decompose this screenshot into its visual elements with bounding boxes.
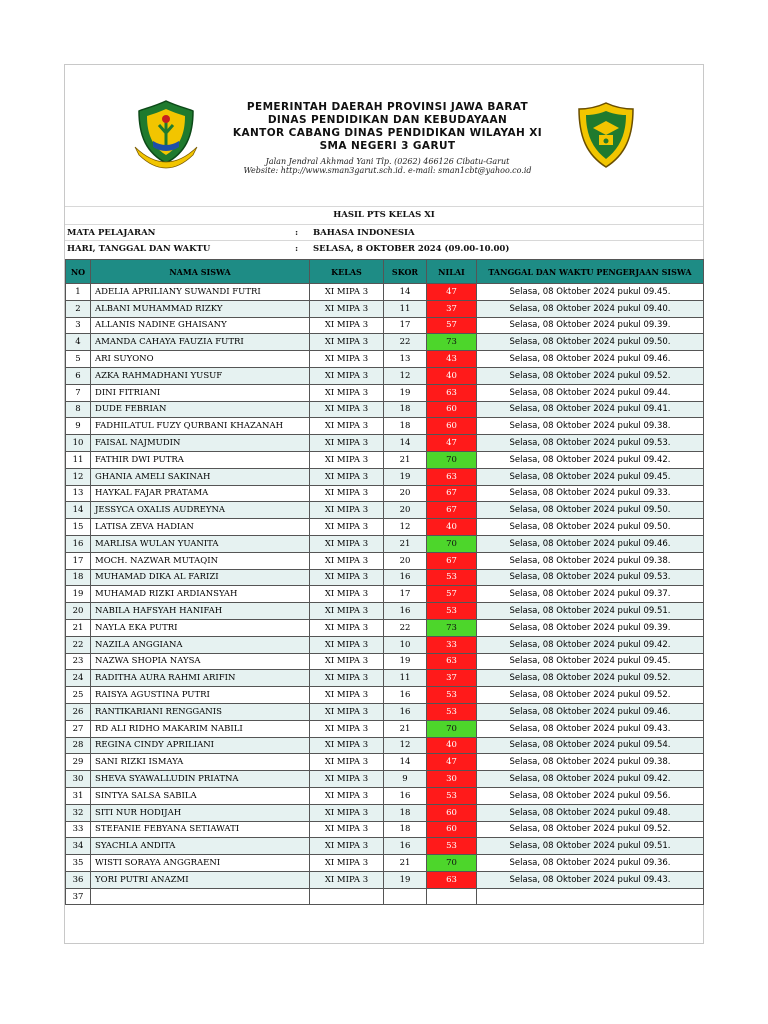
col-header-timestamp: TANGGAL DAN WAKTU PENGERJAAN SISWA	[477, 260, 704, 284]
cell-student-name: YORI PUTRI ANAZMI	[91, 871, 310, 888]
cell-student-name: HAYKAL FAJAR PRATAMA	[91, 485, 310, 502]
cell-no: 11	[66, 451, 91, 468]
table-row	[66, 871, 704, 888]
cell-no: 3	[66, 317, 91, 334]
cell-class: XI MIPA 3	[310, 670, 384, 687]
letterhead-line-department: DINAS PENDIDIKAN DAN KEBUDAYAAN	[267, 114, 508, 126]
table-row	[66, 821, 704, 838]
cell-class: XI MIPA 3	[310, 502, 384, 519]
cell-score: 18	[384, 401, 427, 418]
cell-grade: 70	[427, 720, 477, 737]
cell-grade: 40	[427, 737, 477, 754]
table-row	[66, 653, 704, 670]
cell-timestamp: Selasa, 08 Oktober 2024 pukul 09.33.	[477, 485, 704, 502]
cell-no: 2	[66, 300, 91, 317]
cell-student-name: SANI RIZKI ISMAYA	[91, 754, 310, 771]
cell-grade: 67	[427, 485, 477, 502]
cell-timestamp: Selasa, 08 Oktober 2024 pukul 09.45.	[477, 284, 704, 301]
cell-timestamp: Selasa, 08 Oktober 2024 pukul 09.42.	[477, 451, 704, 468]
cell-timestamp: Selasa, 08 Oktober 2024 pukul 09.44.	[477, 384, 704, 401]
cell-class: XI MIPA 3	[310, 418, 384, 435]
cell-class: XI MIPA 3	[310, 367, 384, 384]
cell-class: XI MIPA 3	[310, 720, 384, 737]
cell-score: 16	[384, 603, 427, 620]
cell-student-name: AMANDA CAHAYA FAUZIA FUTRI	[91, 334, 310, 351]
cell-class: XI MIPA 3	[310, 300, 384, 317]
cell-grade: 47	[427, 435, 477, 452]
cell-student-name: JESSYCA OXALIS AUDREYNA	[91, 502, 310, 519]
cell-class: XI MIPA 3	[310, 401, 384, 418]
cell-timestamp: Selasa, 08 Oktober 2024 pukul 09.48.	[477, 804, 704, 821]
results-table	[65, 259, 704, 905]
cell-timestamp: Selasa, 08 Oktober 2024 pukul 09.37.	[477, 586, 704, 603]
cell-grade: 60	[427, 821, 477, 838]
table-body	[66, 284, 704, 905]
cell-score: 19	[384, 468, 427, 485]
cell-class: XI MIPA 3	[310, 703, 384, 720]
cell-no: 13	[66, 485, 91, 502]
date-colon: :	[295, 244, 299, 254]
table-row	[66, 401, 704, 418]
letterhead-address: Jalan Jendral Akhmad Yani Tlp. (0262) 466126 Cibatu-Garut	[265, 157, 510, 166]
cell-no: 7	[66, 384, 91, 401]
cell-student-name: SHEVA SYAWALLUDIN PRIATNA	[91, 771, 310, 788]
cell-grade: 43	[427, 351, 477, 368]
table-row	[66, 603, 704, 620]
cell-student-name: RANTIKARIANI RENGGANIS	[91, 703, 310, 720]
cell-grade: 53	[427, 787, 477, 804]
cell-grade: 57	[427, 317, 477, 334]
table-row	[66, 888, 704, 905]
cell-no: 24	[66, 670, 91, 687]
cell-timestamp: Selasa, 08 Oktober 2024 pukul 09.53.	[477, 569, 704, 586]
cell-score: 12	[384, 519, 427, 536]
cell-score: 18	[384, 804, 427, 821]
letterhead-line-province: PEMERINTAH DAERAH PROVINSI JAWA BARAT	[246, 101, 529, 113]
cell-student-name: NAYLA EKA PUTRI	[91, 619, 310, 636]
table-row	[66, 787, 704, 804]
cell-score: 13	[384, 351, 427, 368]
cell-class: XI MIPA 3	[310, 317, 384, 334]
cell-score: 14	[384, 284, 427, 301]
cell-student-name: LATISA ZEVA HADIAN	[91, 519, 310, 536]
cell-timestamp: Selasa, 08 Oktober 2024 pukul 09.52.	[477, 367, 704, 384]
cell-no: 10	[66, 435, 91, 452]
cell-score: 21	[384, 451, 427, 468]
cell-class: XI MIPA 3	[310, 838, 384, 855]
cell-student-name: GHANIA AMELI SAKINAH	[91, 468, 310, 485]
cell-no: 12	[66, 468, 91, 485]
report-title: HASIL PTS KELAS XI	[333, 210, 435, 220]
cell-class: XI MIPA 3	[310, 603, 384, 620]
table-row	[66, 284, 704, 301]
cell-student-name: ARI SUYONO	[91, 351, 310, 368]
cell-no: 34	[66, 838, 91, 855]
col-header-name: NAMA SISWA	[91, 260, 310, 284]
col-header-class: KELAS	[310, 260, 384, 284]
cell-no: 31	[66, 787, 91, 804]
school-emblem-icon	[575, 101, 637, 169]
table-row	[66, 384, 704, 401]
west-java-emblem-icon	[131, 97, 201, 171]
cell-student-name: DUDE FEBRIAN	[91, 401, 310, 418]
cell-grade: 57	[427, 586, 477, 603]
cell-class: XI MIPA 3	[310, 552, 384, 569]
cell-grade: 40	[427, 519, 477, 536]
cell-grade: 67	[427, 502, 477, 519]
cell-score: 14	[384, 435, 427, 452]
cell-no: 29	[66, 754, 91, 771]
cell-class: XI MIPA 3	[310, 737, 384, 754]
cell-class: XI MIPA 3	[310, 284, 384, 301]
table-row	[66, 468, 704, 485]
cell-class: XI MIPA 3	[310, 451, 384, 468]
cell-class: XI MIPA 3	[310, 871, 384, 888]
cell-score: 11	[384, 670, 427, 687]
cell-class: XI MIPA 3	[310, 519, 384, 536]
letterhead-website: Website: http://www.sman3garut.sch.id. e-mail: sman1cbt@yahoo.co.id	[243, 166, 532, 175]
cell-score: 16	[384, 838, 427, 855]
cell-class: XI MIPA 3	[310, 569, 384, 586]
table-row	[66, 720, 704, 737]
cell-no: 9	[66, 418, 91, 435]
cell-score: 17	[384, 317, 427, 334]
cell-student-name: FATHIR DWI PUTRA	[91, 451, 310, 468]
cell-class: XI MIPA 3	[310, 804, 384, 821]
col-header-no: NO	[66, 260, 91, 284]
report-title-row	[65, 206, 703, 222]
table-row	[66, 586, 704, 603]
cell-timestamp: Selasa, 08 Oktober 2024 pukul 09.43.	[477, 720, 704, 737]
cell-class: XI MIPA 3	[310, 754, 384, 771]
date-label: HARI, TANGGAL DAN WAKTU	[67, 244, 211, 254]
cell-timestamp: Selasa, 08 Oktober 2024 pukul 09.36.	[477, 855, 704, 872]
table-row	[66, 519, 704, 536]
cell-timestamp: Selasa, 08 Oktober 2024 pukul 09.38.	[477, 754, 704, 771]
cell-timestamp: Selasa, 08 Oktober 2024 pukul 09.50.	[477, 519, 704, 536]
cell-timestamp: Selasa, 08 Oktober 2024 pukul 09.46.	[477, 351, 704, 368]
cell-no: 26	[66, 703, 91, 720]
cell-no: 1	[66, 284, 91, 301]
cell-timestamp: Selasa, 08 Oktober 2024 pukul 09.54.	[477, 737, 704, 754]
cell-no: 18	[66, 569, 91, 586]
cell-grade: 70	[427, 855, 477, 872]
cell-score: 20	[384, 502, 427, 519]
cell-class: XI MIPA 3	[310, 485, 384, 502]
document-sheet	[64, 64, 704, 944]
cell-class: XI MIPA 3	[310, 384, 384, 401]
cell-student-name: REGINA CINDY APRILIANI	[91, 737, 310, 754]
cell-timestamp: Selasa, 08 Oktober 2024 pukul 09.50.	[477, 502, 704, 519]
cell-class: XI MIPA 3	[310, 687, 384, 704]
cell-student-name: RAISYA AGUSTINA PUTRI	[91, 687, 310, 704]
table-row	[66, 838, 704, 855]
letterhead-line-school: SMA NEGERI 3 GARUT	[319, 140, 456, 152]
cell-score: 12	[384, 737, 427, 754]
cell-no: 32	[66, 804, 91, 821]
cell-student-name: FAISAL NAJMUDIN	[91, 435, 310, 452]
cell-timestamp: Selasa, 08 Oktober 2024 pukul 09.40.	[477, 300, 704, 317]
cell-score: 18	[384, 821, 427, 838]
table-row	[66, 670, 704, 687]
cell-score: 17	[384, 586, 427, 603]
table-row	[66, 619, 704, 636]
cell-class: XI MIPA 3	[310, 771, 384, 788]
cell-score: 21	[384, 535, 427, 552]
table-row	[66, 855, 704, 872]
cell-class	[310, 888, 384, 905]
cell-student-name: WISTI SORAYA ANGGRAENI	[91, 855, 310, 872]
cell-grade: 60	[427, 401, 477, 418]
cell-class: XI MIPA 3	[310, 435, 384, 452]
cell-no: 16	[66, 535, 91, 552]
letterhead-line-branch-office: KANTOR CABANG DINAS PENDIDIKAN WILAYAH XI	[232, 127, 543, 139]
cell-timestamp: Selasa, 08 Oktober 2024 pukul 09.38.	[477, 418, 704, 435]
cell-timestamp: Selasa, 08 Oktober 2024 pukul 09.46.	[477, 703, 704, 720]
cell-score: 16	[384, 787, 427, 804]
cell-grade: 47	[427, 284, 477, 301]
cell-no: 28	[66, 737, 91, 754]
cell-score: 11	[384, 300, 427, 317]
cell-student-name: MUHAMAD DIKA AL FARIZI	[91, 569, 310, 586]
table-row	[66, 451, 704, 468]
cell-grade: 73	[427, 334, 477, 351]
cell-class: XI MIPA 3	[310, 636, 384, 653]
cell-no: 15	[66, 519, 91, 536]
cell-no: 25	[66, 687, 91, 704]
cell-student-name: SINTYA SALSA SABILA	[91, 787, 310, 804]
cell-timestamp: Selasa, 08 Oktober 2024 pukul 09.38.	[477, 552, 704, 569]
subject-colon: :	[295, 228, 299, 238]
cell-no: 20	[66, 603, 91, 620]
table-row	[66, 317, 704, 334]
cell-class: XI MIPA 3	[310, 653, 384, 670]
cell-class: XI MIPA 3	[310, 535, 384, 552]
cell-grade: 70	[427, 535, 477, 552]
cell-score: 10	[384, 636, 427, 653]
cell-timestamp: Selasa, 08 Oktober 2024 pukul 09.41.	[477, 401, 704, 418]
cell-timestamp: Selasa, 08 Oktober 2024 pukul 09.51.	[477, 838, 704, 855]
cell-no: 5	[66, 351, 91, 368]
cell-timestamp	[477, 888, 704, 905]
cell-grade: 63	[427, 871, 477, 888]
cell-score: 16	[384, 703, 427, 720]
cell-timestamp: Selasa, 08 Oktober 2024 pukul 09.46.	[477, 535, 704, 552]
cell-grade: 60	[427, 418, 477, 435]
subject-label: MATA PELAJARAN	[67, 228, 156, 238]
cell-score: 20	[384, 552, 427, 569]
table-row	[66, 418, 704, 435]
table-row	[66, 754, 704, 771]
cell-grade: 33	[427, 636, 477, 653]
cell-student-name: ADELIA APRILIANY SUWANDI FUTRI	[91, 284, 310, 301]
cell-score: 9	[384, 771, 427, 788]
cell-score: 21	[384, 720, 427, 737]
cell-grade: 67	[427, 552, 477, 569]
cell-no: 17	[66, 552, 91, 569]
cell-no: 30	[66, 771, 91, 788]
table-row	[66, 300, 704, 317]
cell-score: 20	[384, 485, 427, 502]
cell-score: 16	[384, 569, 427, 586]
cell-timestamp: Selasa, 08 Oktober 2024 pukul 09.45.	[477, 468, 704, 485]
cell-student-name: NABILA HAFSYAH HANIFAH	[91, 603, 310, 620]
cell-grade: 37	[427, 300, 477, 317]
cell-grade: 53	[427, 838, 477, 855]
cell-no: 23	[66, 653, 91, 670]
cell-class: XI MIPA 3	[310, 821, 384, 838]
col-header-score: SKOR	[384, 260, 427, 284]
table-row	[66, 737, 704, 754]
cell-timestamp: Selasa, 08 Oktober 2024 pukul 09.42.	[477, 636, 704, 653]
cell-timestamp: Selasa, 08 Oktober 2024 pukul 09.52.	[477, 670, 704, 687]
cell-score: 19	[384, 653, 427, 670]
cell-no: 19	[66, 586, 91, 603]
cell-grade: 53	[427, 703, 477, 720]
cell-timestamp: Selasa, 08 Oktober 2024 pukul 09.53.	[477, 435, 704, 452]
cell-student-name: ALBANI MUHAMMAD RIZKY	[91, 300, 310, 317]
cell-grade: 53	[427, 603, 477, 620]
cell-student-name: RADITHA AURA RAHMI ARIFIN	[91, 670, 310, 687]
cell-grade: 37	[427, 670, 477, 687]
table-row	[66, 535, 704, 552]
cell-timestamp: Selasa, 08 Oktober 2024 pukul 09.50.	[477, 334, 704, 351]
cell-score: 12	[384, 367, 427, 384]
cell-no: 21	[66, 619, 91, 636]
cell-student-name	[91, 888, 310, 905]
table-row	[66, 687, 704, 704]
cell-student-name: DINI FITRIANI	[91, 384, 310, 401]
cell-grade: 30	[427, 771, 477, 788]
table-row	[66, 485, 704, 502]
cell-timestamp: Selasa, 08 Oktober 2024 pukul 09.45.	[477, 653, 704, 670]
cell-grade: 63	[427, 468, 477, 485]
cell-score: 19	[384, 871, 427, 888]
cell-student-name: SITI NUR HODIJAH	[91, 804, 310, 821]
cell-student-name: MARLISA WULAN YUANITA	[91, 535, 310, 552]
cell-score	[384, 888, 427, 905]
cell-student-name: NAZILA ANGGIANA	[91, 636, 310, 653]
cell-grade: 53	[427, 687, 477, 704]
cell-student-name: ALLANIS NADINE GHAISANY	[91, 317, 310, 334]
cell-grade: 63	[427, 384, 477, 401]
cell-class: XI MIPA 3	[310, 586, 384, 603]
cell-no: 36	[66, 871, 91, 888]
table-row	[66, 367, 704, 384]
cell-student-name: SYACHLA ANDITA	[91, 838, 310, 855]
cell-student-name: STEFANIE FEBYANA SETIAWATI	[91, 821, 310, 838]
cell-score: 19	[384, 384, 427, 401]
cell-student-name: AZKA RAHMADHANI YUSUF	[91, 367, 310, 384]
subject-row	[65, 224, 703, 240]
cell-grade: 73	[427, 619, 477, 636]
table-row	[66, 435, 704, 452]
cell-score: 14	[384, 754, 427, 771]
cell-score: 18	[384, 418, 427, 435]
cell-student-name: MOCH. NAZWAR MUTAQIN	[91, 552, 310, 569]
table-row	[66, 552, 704, 569]
cell-grade	[427, 888, 477, 905]
table-row	[66, 804, 704, 821]
subject-value: BAHASA INDONESIA	[313, 228, 415, 238]
letterhead	[65, 65, 703, 205]
col-header-grade: NILAI	[427, 260, 477, 284]
cell-class: XI MIPA 3	[310, 334, 384, 351]
cell-no: 4	[66, 334, 91, 351]
table-row	[66, 569, 704, 586]
table-row	[66, 334, 704, 351]
cell-score: 16	[384, 687, 427, 704]
table-row	[66, 703, 704, 720]
table-row	[66, 771, 704, 788]
table-row	[66, 636, 704, 653]
cell-grade: 53	[427, 569, 477, 586]
cell-no: 22	[66, 636, 91, 653]
cell-score: 22	[384, 619, 427, 636]
cell-class: XI MIPA 3	[310, 787, 384, 804]
cell-student-name: NAZWA SHOPIA NAYSA	[91, 653, 310, 670]
date-row	[65, 240, 703, 256]
cell-timestamp: Selasa, 08 Oktober 2024 pukul 09.43.	[477, 871, 704, 888]
cell-grade: 70	[427, 451, 477, 468]
cell-student-name: MUHAMAD RIZKI ARDIANSYAH	[91, 586, 310, 603]
cell-class: XI MIPA 3	[310, 619, 384, 636]
cell-timestamp: Selasa, 08 Oktober 2024 pukul 09.51.	[477, 603, 704, 620]
cell-no: 35	[66, 855, 91, 872]
cell-no: 8	[66, 401, 91, 418]
cell-grade: 60	[427, 804, 477, 821]
cell-no: 37	[66, 888, 91, 905]
cell-timestamp: Selasa, 08 Oktober 2024 pukul 09.52.	[477, 821, 704, 838]
cell-class: XI MIPA 3	[310, 468, 384, 485]
cell-grade: 40	[427, 367, 477, 384]
cell-grade: 63	[427, 653, 477, 670]
cell-timestamp: Selasa, 08 Oktober 2024 pukul 09.39.	[477, 619, 704, 636]
cell-no: 14	[66, 502, 91, 519]
cell-timestamp: Selasa, 08 Oktober 2024 pukul 09.42.	[477, 771, 704, 788]
table-row	[66, 502, 704, 519]
cell-score: 21	[384, 855, 427, 872]
table-header-row	[66, 260, 704, 284]
cell-class: XI MIPA 3	[310, 351, 384, 368]
cell-student-name: RD ALI RIDHO MAKARIM NABILI	[91, 720, 310, 737]
cell-score: 22	[384, 334, 427, 351]
date-value: SELASA, 8 OKTOBER 2024 (09.00-10.00)	[313, 244, 510, 254]
cell-grade: 47	[427, 754, 477, 771]
cell-class: XI MIPA 3	[310, 855, 384, 872]
cell-timestamp: Selasa, 08 Oktober 2024 pukul 09.52.	[477, 687, 704, 704]
cell-no: 27	[66, 720, 91, 737]
cell-timestamp: Selasa, 08 Oktober 2024 pukul 09.56.	[477, 787, 704, 804]
cell-no: 33	[66, 821, 91, 838]
cell-timestamp: Selasa, 08 Oktober 2024 pukul 09.39.	[477, 317, 704, 334]
cell-student-name: FADHILATUL FUZY QURBANI KHAZANAH	[91, 418, 310, 435]
table-row	[66, 351, 704, 368]
cell-no: 6	[66, 367, 91, 384]
